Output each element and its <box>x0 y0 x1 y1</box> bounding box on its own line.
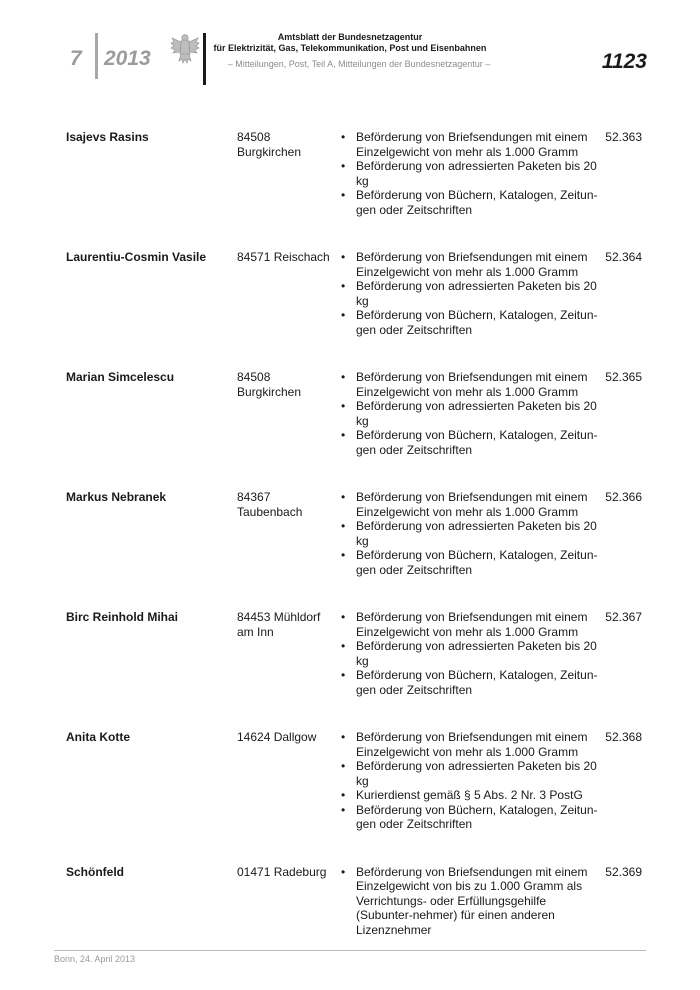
licensee-entry <box>66 730 646 832</box>
licensee-list <box>66 130 646 970</box>
service-list <box>339 250 599 337</box>
service-item: • Beförderung von Briefsendungen mit einem Einzelgewicht von mehr als 1.000 Gramm <box>339 730 599 759</box>
service-list <box>339 865 599 938</box>
licensee-name: Schönfeld <box>66 864 125 879</box>
service-item: • Beförderung von Briefsendungen mit einem Einzelgewicht von mehr als 1.000 Gramm <box>339 370 599 399</box>
service-item: • Kurierdienst gemäß § 5 Abs. 2 Nr. 3 PostG <box>339 788 599 803</box>
licensee-name: Laurentiu-Cosmin Vasile <box>66 250 207 264</box>
service-list <box>339 730 599 832</box>
license-number: 52.363 <box>605 130 642 144</box>
page-number: 1123 <box>601 50 647 73</box>
service-item: • Beförderung von Büchern, Katalogen, Zeitun-gen oder Zeitschriften <box>339 668 599 697</box>
issue-number: 7 <box>70 47 82 70</box>
licensee-name: Isajevs Rasins <box>66 130 149 144</box>
licensee-location: 84508 Burgkirchen <box>237 370 302 399</box>
licensee-location: 14624 Dallgow <box>237 730 317 744</box>
licensee-entry <box>66 370 646 457</box>
service-item: • Beförderung von Briefsendungen mit einem Einzelgewicht von mehr als 1.000 Gramm <box>339 130 599 159</box>
license-number: 52.368 <box>605 730 642 744</box>
licensee-entry <box>66 130 646 217</box>
service-item: • Beförderung von Büchern, Katalogen, Zeitun-gen oder Zeitschriften <box>339 803 599 832</box>
license-number: 52.364 <box>605 250 642 264</box>
service-list <box>339 490 599 577</box>
service-item: • Beförderung von Büchern, Katalogen, Zeitun-gen oder Zeitschriften <box>339 548 599 577</box>
licensee-entry <box>66 610 646 697</box>
license-number: 52.369 <box>605 864 642 879</box>
licensee-entry <box>66 490 646 577</box>
licensee-location: 01471 Radeburg <box>237 864 327 879</box>
issue-year: 2013 <box>104 47 151 70</box>
service-item: • Beförderung von adressierten Paketen bis 20 kg <box>339 399 599 428</box>
licensee-location: 84453 Mühldorf am Inn <box>237 610 321 639</box>
service-item: • Beförderung von adressierten Paketen bis 20 kg <box>339 279 599 308</box>
service-item: • Beförderung von adressierten Paketen bis 20 kg <box>339 519 599 548</box>
licensee-name: Markus Nebranek <box>66 490 167 504</box>
license-number: 52.366 <box>605 490 642 504</box>
service-list <box>339 370 599 457</box>
license-number: 52.365 <box>605 370 642 384</box>
licensee-name: Marian Simcelescu <box>66 370 175 384</box>
footer-date: Bonn, 24. April 2013 <box>54 954 136 964</box>
licensee-location: 84571 Reischach <box>237 250 330 264</box>
service-item: • Beförderung von Büchern, Katalogen, Zeitun-gen oder Zeitschriften <box>339 308 599 337</box>
service-item: • Beförderung von adressierten Paketen bis 20 kg <box>339 159 599 188</box>
service-list <box>339 130 599 217</box>
licensee-location: 84367 Taubenbach <box>237 490 303 519</box>
service-item: • Beförderung von Büchern, Katalogen, Zeitun-gen oder Zeitschriften <box>339 188 599 217</box>
licensee-entry <box>66 865 646 938</box>
service-item: • Beförderung von Briefsendungen mit einem Einzelgewicht von mehr als 1.000 Gramm <box>339 250 599 279</box>
licensee-entry <box>66 250 646 337</box>
footer-rule <box>54 950 646 951</box>
service-item: • Beförderung von adressierten Paketen bis 20 kg <box>339 759 599 788</box>
service-item: • Beförderung von adressierten Paketen bis 20 kg <box>339 639 599 668</box>
service-item: • Beförderung von Briefsendungen mit einem Einzelgewicht von bis zu 1.000 Gramm als Verrichtungs- oder Erfüllungsgehilfe (Subunter-nehmer) für einen anderen Lizenznehmer <box>339 865 599 938</box>
service-item: • Beförderung von Büchern, Katalogen, Zeitun-gen oder Zeitschriften <box>339 428 599 457</box>
federal-eagle-icon <box>170 32 200 66</box>
journal-subtitle: für Elektrizität, Gas, Telekommunikation, Post und Eisenbahnen <box>213 43 487 53</box>
service-list <box>339 610 599 697</box>
section-label: – Mitteilungen, Post, Teil A, Mitteilungen der Bundesnetzagentur – <box>227 59 491 69</box>
licensee-name: Anita Kotte <box>66 730 130 744</box>
service-item: • Beförderung von Briefsendungen mit einem Einzelgewicht von mehr als 1.000 Gramm <box>339 490 599 519</box>
licensee-location: 84508 Burgkirchen <box>237 130 302 159</box>
licensee-name: Birc Reinhold Mihai <box>66 610 179 624</box>
license-number: 52.367 <box>605 610 642 624</box>
issue-separator <box>95 33 98 79</box>
service-item: • Beförderung von Briefsendungen mit einem Einzelgewicht von mehr als 1.000 Gramm <box>339 610 599 639</box>
journal-title: Amtsblatt der Bundesnetzagentur <box>277 32 423 42</box>
